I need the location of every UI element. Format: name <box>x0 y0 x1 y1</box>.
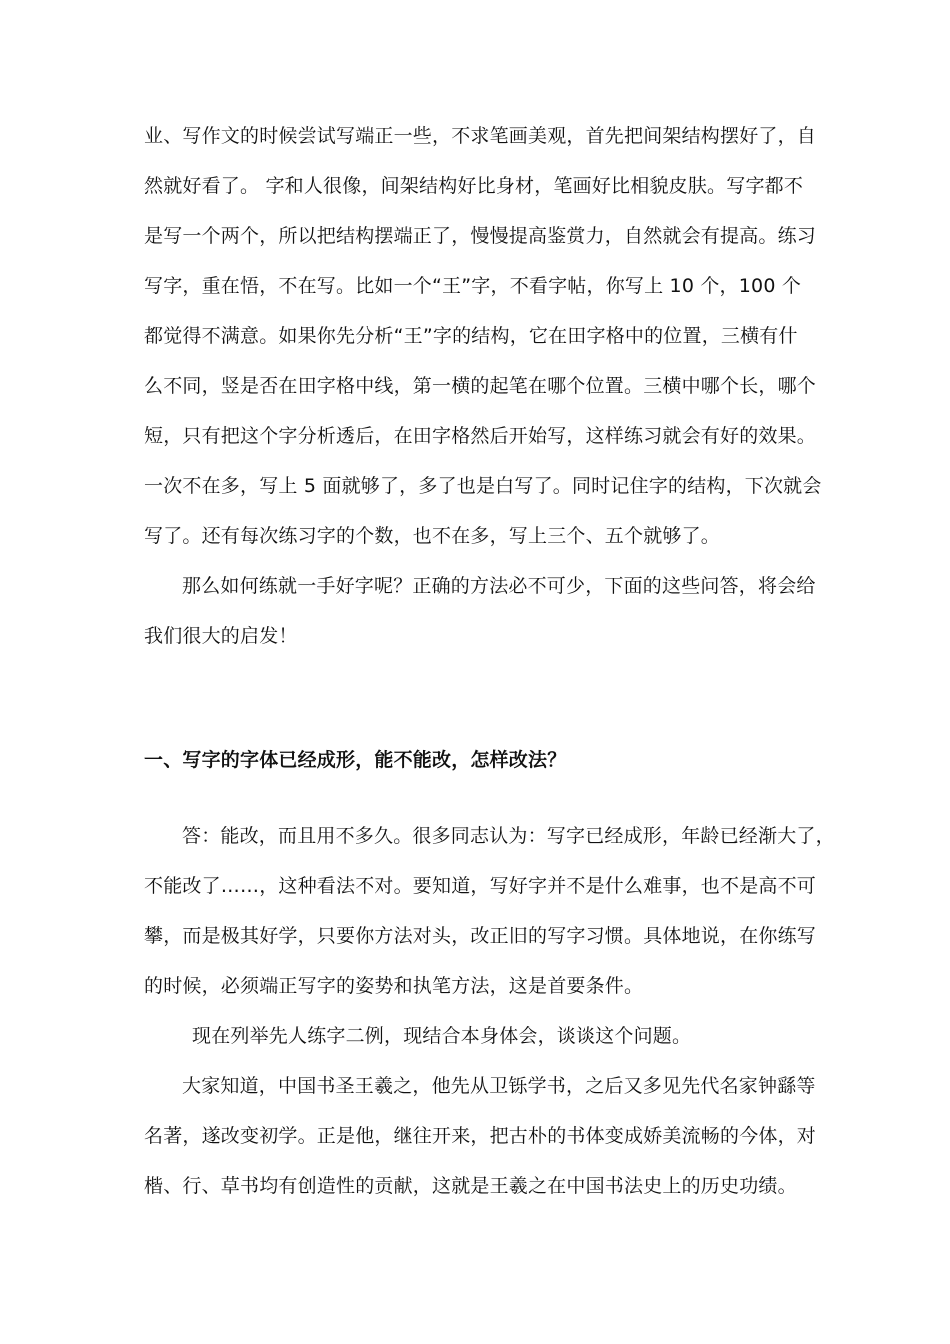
paragraph-1-line-5: 都觉得不满意。如果你先分析“王”字的结构，它在田字格中的位置，三横有什 <box>144 325 798 347</box>
paragraph-1-line-4: 写字，重在悟，不在写。比如一个“王”字，不看字帖，你写上 10 个，100 个 <box>144 275 802 297</box>
paragraph-1-line-1: 业、写作文的时候尝试写端正一些，不求笔画美观，首先把间架结构摆好了，自 <box>144 125 817 147</box>
paragraph-1-line-6: 么不同，竖是否在田字格中线，第一横的起笔在哪个位置。三横中哪个长，哪个 <box>144 375 817 397</box>
answer-line-2: 不能改了……，这种看法不对。要知道，写好字并不是什么难事，也不是高不可 <box>144 875 817 897</box>
paragraph-2-line-1: 那么如何练就一手好字呢？正确的方法必不可少，下面的这些问答，将会给 <box>182 575 816 597</box>
paragraph-2-line-2: 我们很大的启发！ <box>144 625 298 647</box>
paragraph-1-line-2: 然就好看了。 字和人很像，间架结构好比身材，笔画好比相貌皮肤。写字都不 <box>144 175 804 197</box>
section-heading: 一、写字的字体已经成形，能不能改，怎样改法？ <box>144 749 567 771</box>
example-intro: 现在列举先人练字二例，现结合本身体会，谈谈这个问题。 <box>192 1025 692 1047</box>
wangxizhi-line-1: 大家知道，中国书圣王羲之，他先从卫铄学书，之后又多见先代名家钟繇等 <box>182 1075 816 1097</box>
wangxizhi-line-3: 楷、行、草书均有创造性的贡献，这就是王羲之在中国书法史上的历史功绩。 <box>144 1175 797 1197</box>
paragraph-1-line-9: 写了。还有每次练习字的个数，也不在多，写上三个、五个就够了。 <box>144 525 721 547</box>
answer-line-1: 答：能改，而且用不多久。很多同志认为：写字已经成形，年龄已经渐大了， <box>182 825 835 847</box>
answer-line-3: 攀，而是极其好学，只要你方法对头，改正旧的写字习惯。具体地说，在你练写 <box>144 925 817 947</box>
paragraph-1-line-8: 一次不在多，写上 5 面就够了，多了也是白写了。同时记住字的结构，下次就会 <box>144 475 822 497</box>
paragraph-1-line-3: 是写一个两个，所以把结构摆端正了，慢慢提高鉴赏力，自然就会有提高。练习 <box>144 225 817 247</box>
paragraph-1-line-7: 短，只有把这个字分析透后，在田字格然后开始写，这样练习就会有好的效果。 <box>144 425 817 447</box>
answer-line-4: 的时候，必须端正写字的姿势和执笔方法，这是首要条件。 <box>144 975 644 997</box>
wangxizhi-line-2: 名著，遂改变初学。正是他，继往开来，把古朴的书体变成娇美流畅的今体，对 <box>144 1125 817 1147</box>
